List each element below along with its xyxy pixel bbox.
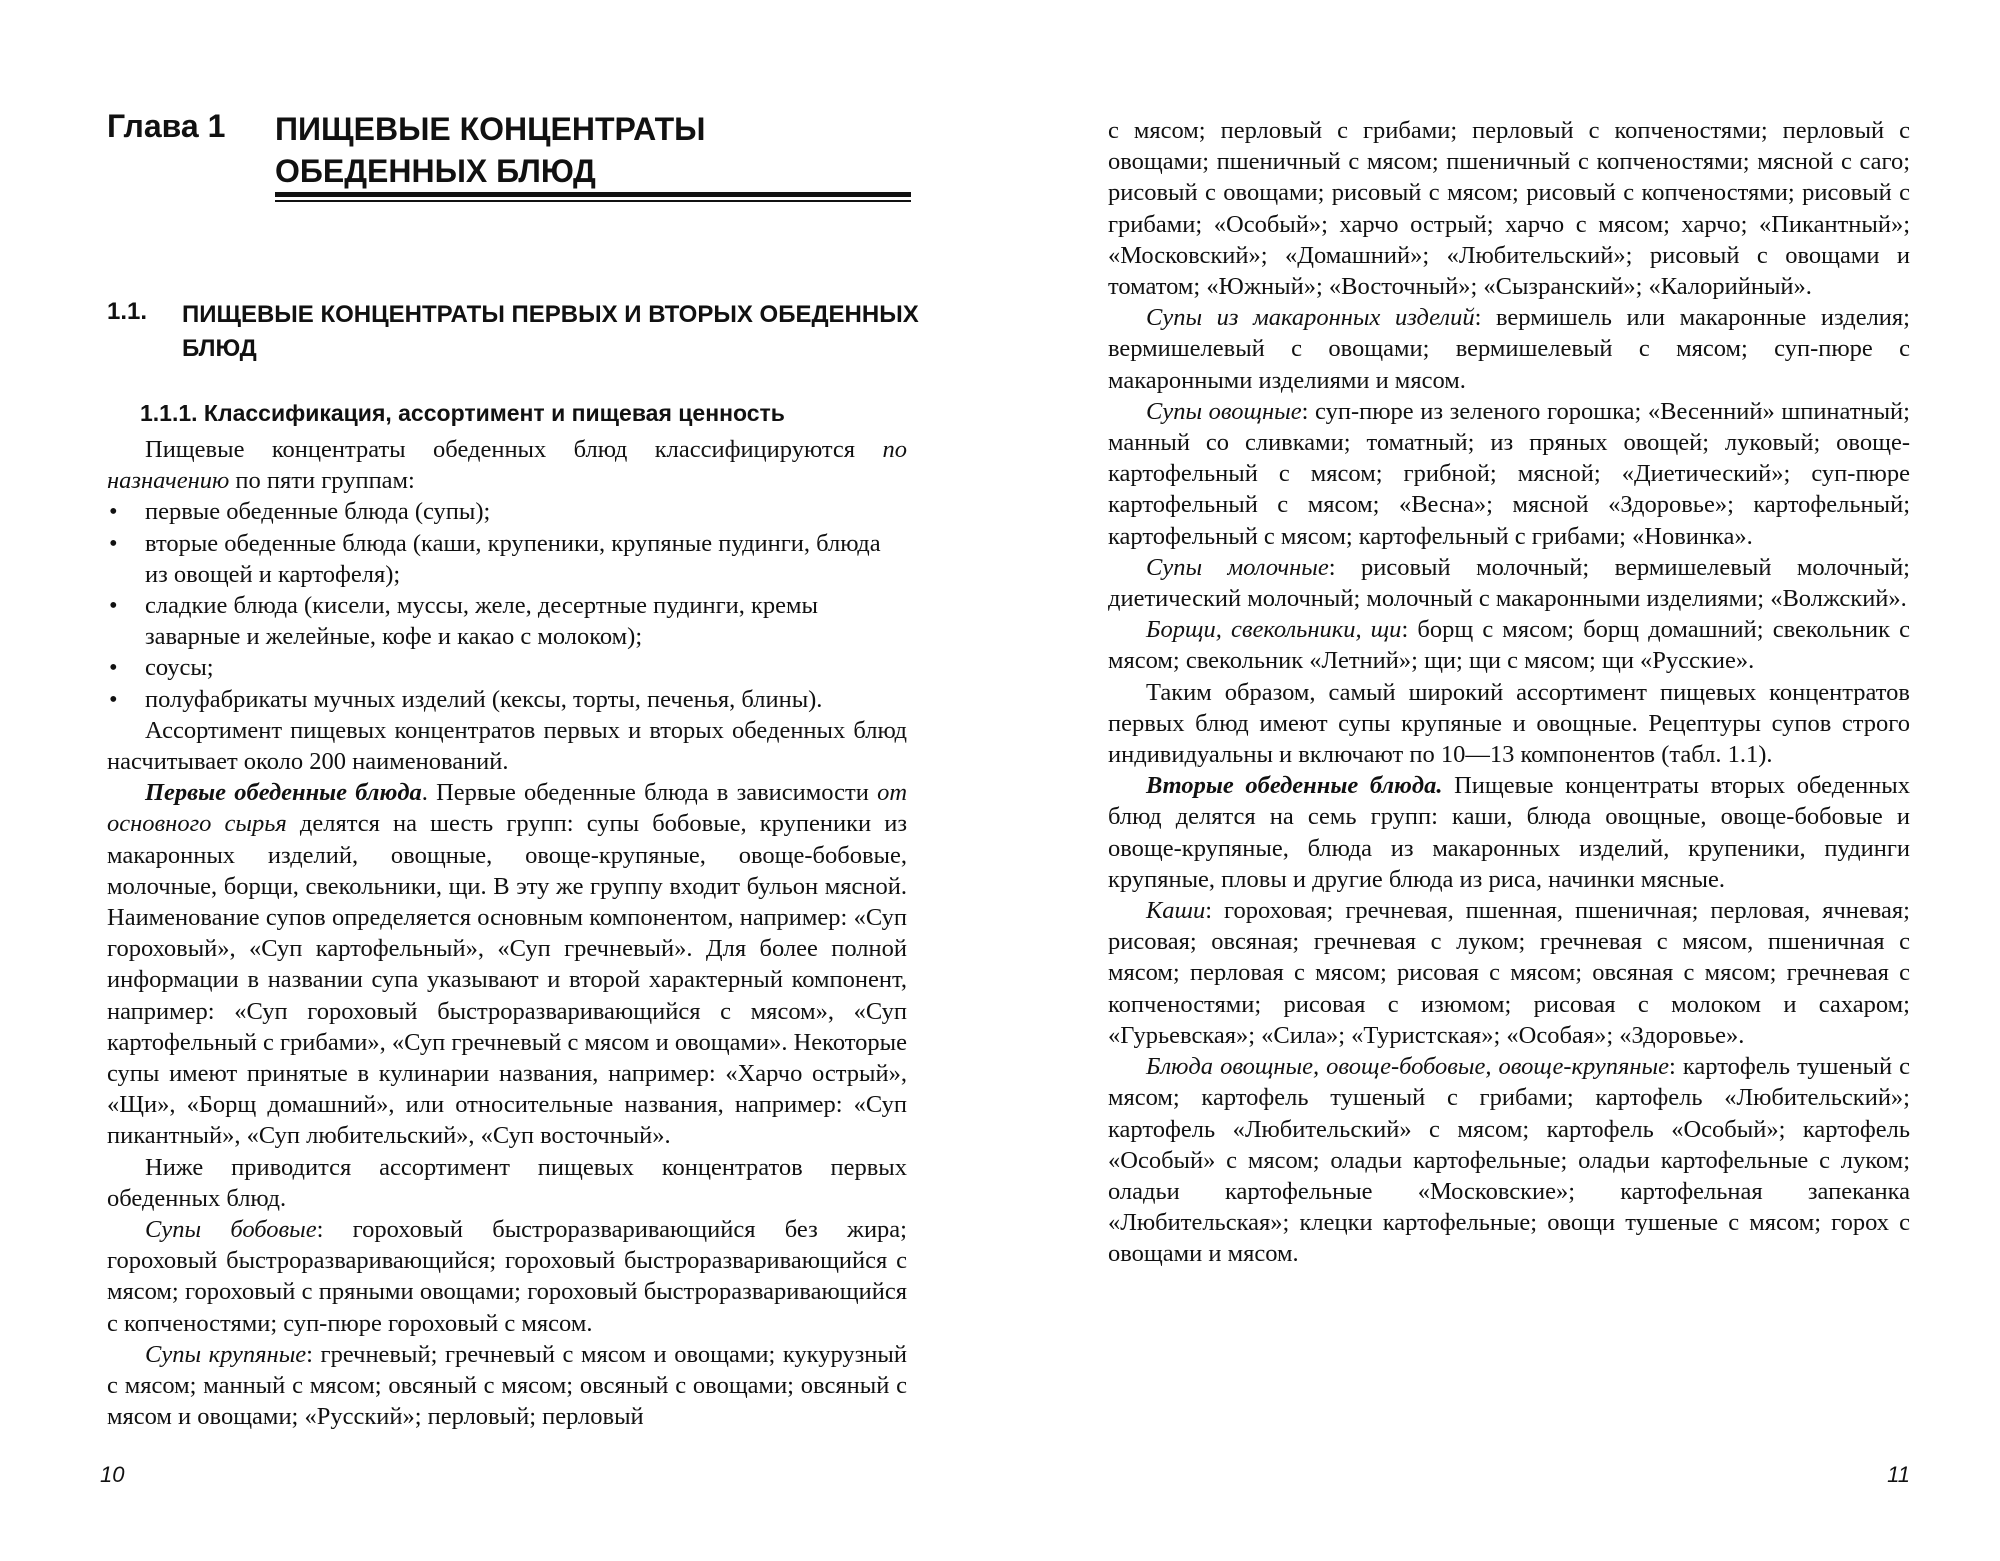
intro-emphasis: по назначению bbox=[107, 436, 907, 495]
chapter-label: Глава 1 bbox=[107, 108, 226, 144]
list-item: • сладкие блюда (кисели, муссы, желе, десертные пудинги, кремы заварные и желейные, кофе и какао с молоком); bbox=[107, 590, 907, 652]
right-body-text bbox=[1108, 115, 1910, 1270]
vegetable-dishes-label: Блюда овощные, овоще-бобовые, овоще-крупяные bbox=[1146, 1053, 1670, 1081]
assortment-intro-paragraph: Ниже приводится ассортимент пищевых концентратов первых обеденных блюд. bbox=[107, 1153, 907, 1212]
grain-soups-label: Супы крупяные bbox=[145, 1340, 307, 1368]
vegetable-dishes-text: : картофель тушеный с мясом; картофель тушеный с грибами; картофель «Любительский»; картофель «Любительский» с мясом; картофель «Особый»; картофель «Особый» с мясом; оладьи картофельные; оладьи картофельные с луком; оладьи картофельные «Московские»; картофельная запеканка «Любительская»; клецки картофельные; овощи тушеные с мясом; горох с овощами и мясом. bbox=[1108, 1053, 1910, 1268]
first-courses-text: . Первые обеденные блюда в зависимости bbox=[421, 779, 878, 807]
page-number-right: 11 bbox=[1887, 1462, 1910, 1487]
list-item: • полуфабрикаты мучных изделий (кексы, торты, печенья, блины). bbox=[107, 684, 907, 715]
vegetable-soups-text: : суп-пюре из зеленого горошка; «Весенний» шпинатный; манный со сливками; томатный; из пряных овощей; луковый; овоще-картофельный с мясом; грибной; мясной; «Диетический»; суп-пюре картофельный с мясом; «Весна»; мясной «Здоровье»; картофельный; картофельный с мясом; картофельный с грибами; «Новинка». bbox=[1108, 397, 1910, 550]
vegetable-soups-paragraph bbox=[1108, 396, 1910, 552]
chapter-rule bbox=[275, 192, 911, 197]
bean-soups-label: Супы бобовые bbox=[145, 1216, 317, 1244]
summary-paragraph: Таким образом, самый широкий ассортимент пищевых концентратов первых блюд имеют супы крупяные и овощные. Рецептуры супов строго индивидуальны и включают по 10—13 компонентов (табл. 1.1). bbox=[1108, 678, 1910, 769]
porridges-label: Каши bbox=[1146, 897, 1206, 925]
list-item: • первые обеденные блюда (супы); bbox=[107, 496, 907, 527]
bean-soups-paragraph bbox=[107, 1214, 907, 1339]
first-courses-text-end: делятся на шесть групп: супы бобовые, крупеники из макаронных изделий, овощные, овоще-крупяные, овоще-бобовые, молочные, борщи, свекольники, щи. В эту же группу входит бульон мясной. Наименование супов определяется основным компонентом, например: «Суп гороховый», «Суп картофельный», «Суп гречневый». Для более полной информации в названии супа указывают и второй характерный компонент, например: «Суп гороховый быстроразваривающийся с мясом», «Суп картофельный с грибами», «Суп гречневый с мясом и овощами». Некоторые супы имеют принятые в кулинарии названия, например: «Харчо острый», «Щи», «Борщ домашний», или относительные названия, например: «Суп пикантный», «Суп любительский», «Суп восточный». bbox=[107, 810, 907, 1150]
bean-soups-text: : гороховый быстроразваривающийся без жира; гороховый быстроразваривающийся; гороховый быстроразваривающийся с мясом; гороховый с пряными овощами; гороховый быстроразваривающийся с копченостями; суп-пюре гороховый с мясом. bbox=[107, 1216, 907, 1337]
list-item: • соусы; bbox=[107, 652, 907, 683]
page-number-left: 10 bbox=[100, 1462, 125, 1487]
chapter-title: ПИЩЕВЫЕ КОНЦЕНТРАТЫ ОБЕДЕННЫХ БЛЮД bbox=[275, 111, 706, 189]
second-courses-paragraph bbox=[1108, 770, 1910, 895]
first-courses-heading: Первые обеденные блюда bbox=[145, 779, 422, 807]
borscht-paragraph bbox=[1108, 614, 1910, 676]
section-number: 1.1. bbox=[107, 298, 148, 325]
first-courses-emphasis: от основного сырья bbox=[107, 779, 908, 838]
milk-soups-label: Супы молочные bbox=[1146, 553, 1329, 581]
pasta-soups-text: : вермишель или макаронные изделия; вермишелевый с овощами; вермишелевый с мясом; суп-пюре с макаронными изделиями и мясом. bbox=[1108, 304, 1910, 394]
milk-soups-text: : рисовый молочный; вермишелевый молочный; диетический молочный; молочный с макаронными изделиями; «Волжский». bbox=[1108, 553, 1910, 613]
vegetable-soups-label: Супы овощные bbox=[1146, 397, 1302, 425]
pasta-soups-label: Супы из макаронных изделий bbox=[1146, 304, 1475, 332]
list-item: • вторые обеденные блюда (каши, крупеники, крупяные пудинги, блюда из овощей и картофеля); bbox=[107, 528, 907, 590]
continuation-paragraph: с мясом; перловый с грибами; перловый с копченостями; перловый с овощами; пшеничный с мясом; пшеничный с копченостями; мясной с саго; рисовый с овощами; рисовый с мясом; рисовый с копченостями; рисовый с грибами; «Особый»; харчо острый; харчо с мясом; харчо; «Пикантный»; «Московский»; «Домашний»; «Любительский»; рисовый с овощами и томатом; «Южный»; «Восточный»; «Сызранский»; «Калорийный». bbox=[1108, 117, 1910, 301]
classification-list bbox=[107, 496, 907, 714]
subsection-title: 1.1.1. Классификация, ассортимент и пищевая ценность bbox=[140, 400, 785, 426]
section-title: ПИЩЕВЫЕ КОНЦЕНТРАТЫ ПЕРВЫХ И ВТОРЫХ ОБЕДЕННЫХ БЛЮД bbox=[182, 301, 919, 362]
milk-soups-paragraph bbox=[1108, 552, 1910, 614]
second-courses-text: Пищевые концентраты вторых обеденных блюд делятся на семь групп: каши, блюда овощные, овоще-бобовые и овоще-крупяные, блюда из макаронных изделий, крупеники, пудинги крупяные, пловы и другие блюда из риса, начинки мясные. bbox=[1108, 772, 1910, 893]
second-courses-heading: Вторые обеденные блюда. bbox=[1146, 772, 1443, 800]
grain-soups-text: : гречневый; гречневый с мясом и овощами; кукурузный с мясом; манный с мясом; овсяный с мясом; овсяный с овощами; овсяный с мясом и овощами; «Русский»; перловый; перловый bbox=[107, 1340, 907, 1431]
borscht-label: Борщи, свекольники, щи bbox=[1146, 616, 1402, 644]
borscht-text: : борщ с мясом; борщ домашний; свекольник с мясом; свекольник «Летний»; щи; щи с мясом; щи «Русские». bbox=[1108, 616, 1910, 675]
intro-text: Пищевые концентраты обеденных блюд классифицируются bbox=[145, 436, 883, 463]
right-page bbox=[1000, 0, 2000, 1561]
porridges-paragraph bbox=[1108, 895, 1910, 1051]
left-body-text bbox=[107, 434, 907, 1433]
pasta-soups-paragraph bbox=[1108, 302, 1910, 396]
porridges-text: : гороховая; гречневая, пшенная, пшеничная; перловая, ячневая; рисовая; овсяная; гречневая с луком; гречневая с мясом, пшеничная с мясом; перловая с мясом; рисовая с мясом; овсяная с мясом; гречневая с копченостями; рисовая с изюмом; рисовая с молоком и сахаром; «Гурьевская»; «Сила»; «Туристская»; «Особая»; «Здоровье». bbox=[1108, 897, 1910, 1049]
grain-soups-paragraph bbox=[107, 1339, 907, 1433]
vegetable-dishes-paragraph bbox=[1108, 1051, 1910, 1269]
chapter-rule-thin bbox=[275, 200, 911, 202]
first-courses-paragraph bbox=[107, 777, 907, 1151]
intro-paragraph bbox=[107, 434, 907, 496]
intro-text-end: по пяти группам: bbox=[229, 467, 415, 495]
assortment-count-paragraph: Ассортимент пищевых концентратов первых и вторых обеденных блюд насчитывает около 200 наименований. bbox=[107, 716, 907, 776]
